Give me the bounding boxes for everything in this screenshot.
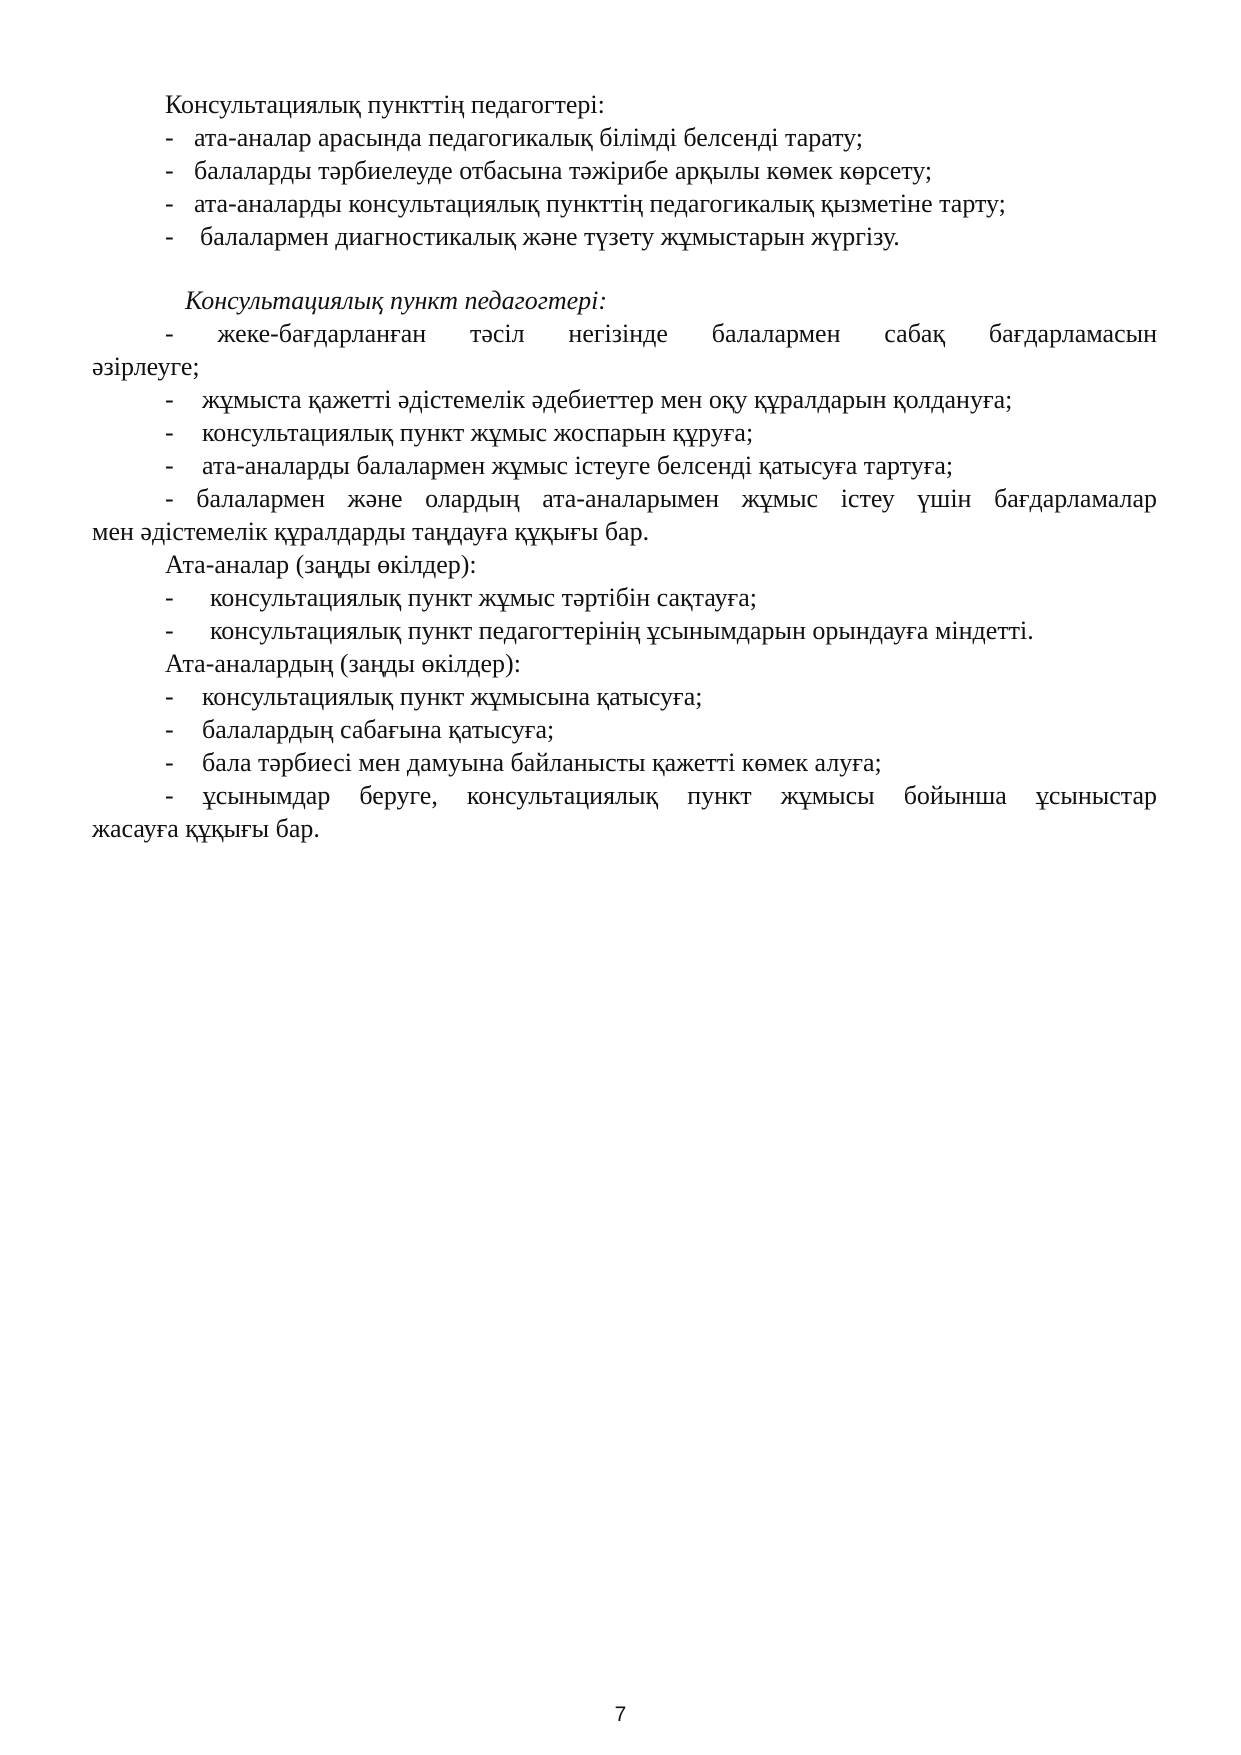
- bullet-dash: -: [165, 451, 174, 480]
- bullet-dash: -: [165, 123, 174, 152]
- bullet-dash: -: [165, 715, 174, 744]
- list-item-text: консультациялық пункт педагогтерінің ұсынымдарын орындауға міндетті.: [210, 616, 1034, 645]
- list-item-line: - балалармен және олардың ата-аналарымен жұмыс істеу үшін бағдарламалар: [165, 484, 1157, 513]
- list-item-continuation: жасауға құқығы бар.: [92, 814, 320, 843]
- section-heading: Ата-аналардың (заңды өкілдер):: [165, 649, 521, 678]
- list-item-continuation: мен әдістемелік құралдарды таңдауға құқығы бар.: [92, 517, 650, 546]
- list-item-line: - ұсынымдар беруге, консультациялық пункт жұмысы бойынша ұсыныстар: [165, 781, 1157, 810]
- list-item-text: балалармен диагностикалық және түзету жұмыстарын жүргізу.: [200, 222, 900, 251]
- section-heading: Ата-аналар (заңды өкілдер):: [165, 550, 477, 579]
- bullet-dash: -: [165, 385, 174, 414]
- list-item-text: балаларды тәрбиелеуде отбасына тәжірибе арқылы көмек көрсету;: [194, 156, 933, 185]
- section-heading: Консультациялық пункттің педагогтері:: [165, 90, 605, 119]
- list-item-text: ата-аналарды консультациялық пункттің педагогикалық қызметіне тарту;: [194, 189, 1006, 218]
- bullet-dash: -: [165, 156, 174, 185]
- list-item-text: балалардың сабағына қатысуға;: [202, 715, 555, 744]
- list-item-text: консультациялық пункт жұмыс тәртібін сақтауға;: [210, 583, 757, 612]
- list-item-continuation: әзірлеуге;: [92, 352, 200, 381]
- page-number: 7: [614, 1703, 627, 1726]
- list-item-text: ата-аналарды балалармен жұмыс істеуге белсенді қатысуға тартуға;: [202, 451, 954, 480]
- section-heading: Консультациялық пункт педагогтері:: [185, 286, 608, 315]
- bullet-dash: -: [165, 748, 174, 777]
- bullet-dash: -: [165, 418, 174, 447]
- bullet-dash: -: [165, 682, 174, 711]
- bullet-dash: -: [165, 189, 174, 218]
- list-item-text: бала тәрбиесі мен дамуына байланысты қажетті көмек алуға;: [202, 748, 882, 777]
- list-item-text: консультациялық пункт жұмысына қатысуға;: [202, 682, 703, 711]
- bullet-dash: -: [165, 222, 174, 251]
- list-item-text: жұмыста қажетті әдістемелік әдебиеттер мен оқу құралдарын қолдануға;: [202, 385, 1013, 414]
- bullet-dash: -: [165, 616, 174, 645]
- list-item-text: ата-аналар арасында педагогикалық білімді белсенді тарату;: [194, 123, 864, 152]
- list-item-line: - жеке-бағдарланған тәсіл негізінде балалармен сабақ бағдарламасын: [165, 319, 1157, 348]
- bullet-dash: -: [165, 583, 174, 612]
- list-item-text: консультациялық пункт жұмыс жоспарын құруға;: [202, 418, 754, 447]
